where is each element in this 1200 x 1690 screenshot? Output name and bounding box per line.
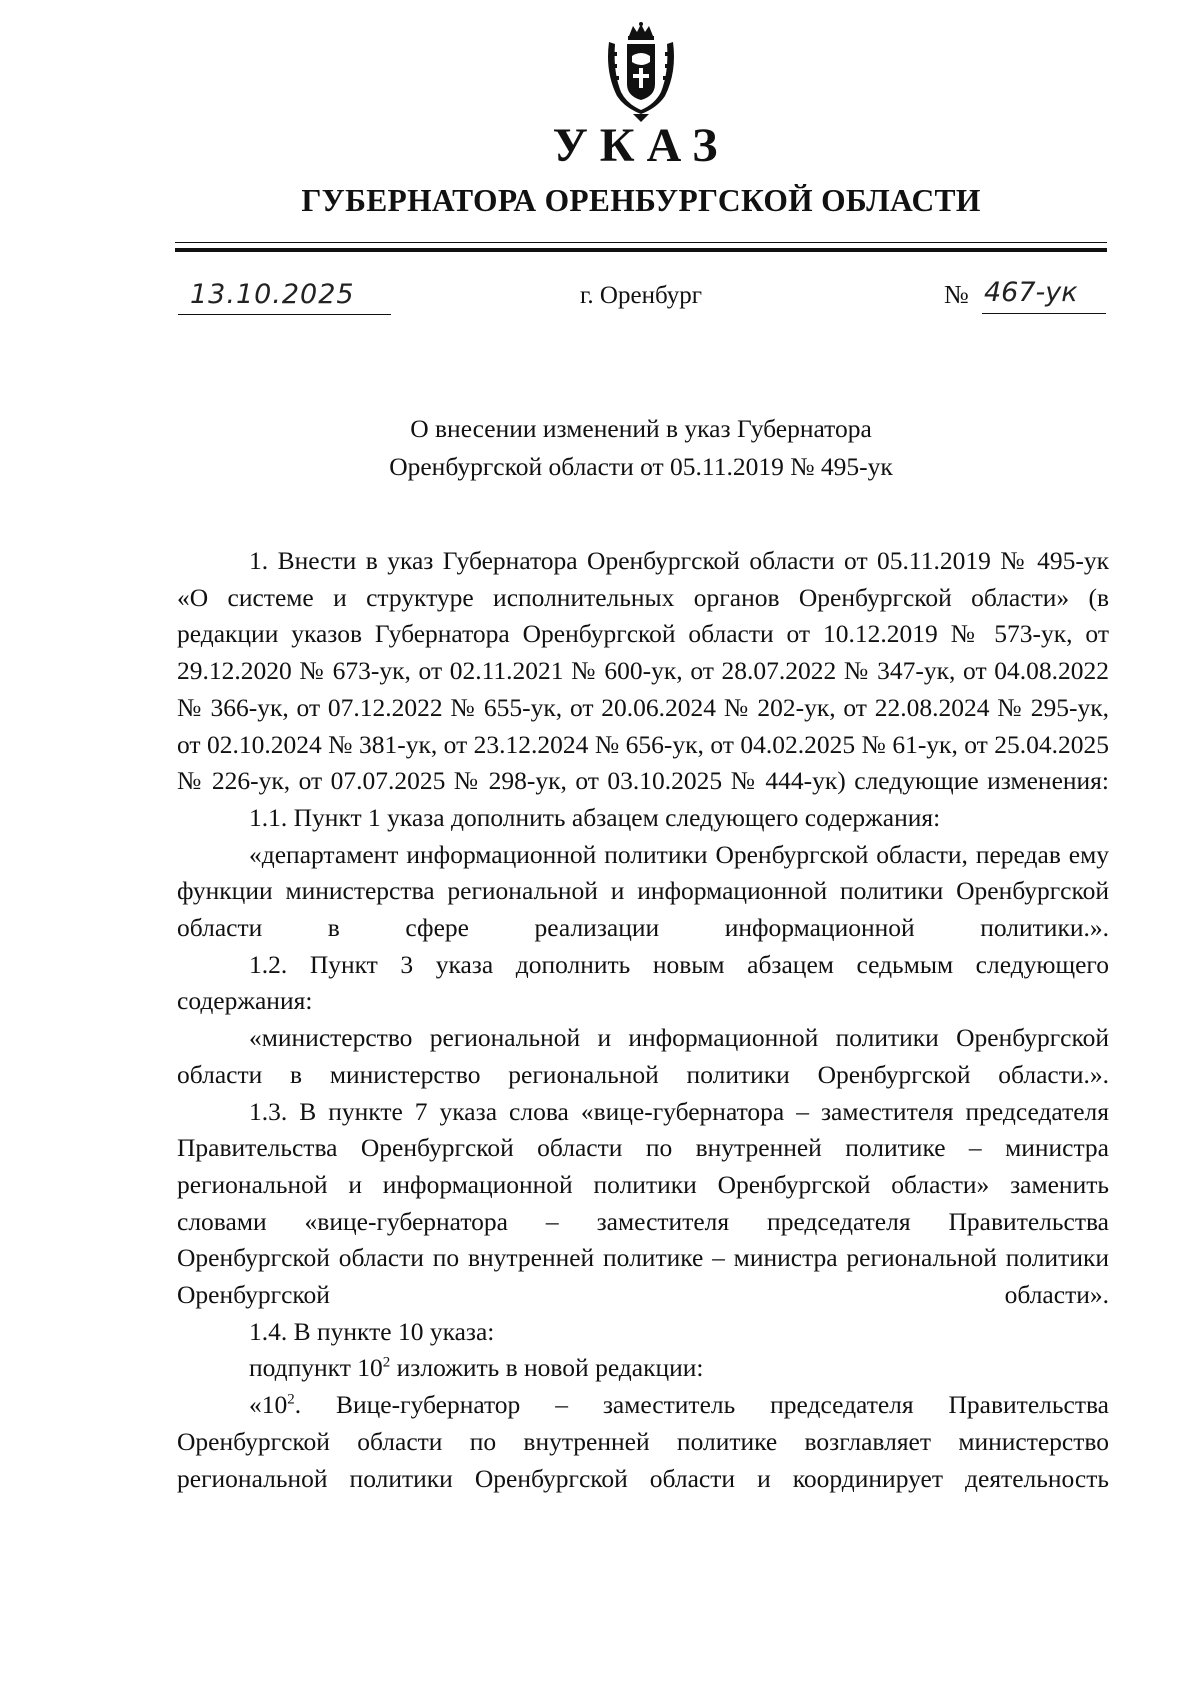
paragraph-10-2-quote [177,1387,1109,1497]
coat-of-arms-emblem [603,22,679,122]
paragraph-1-4-subpoint [177,1350,1109,1387]
paragraph-1-1: 1.1. Пункт 1 указа дополнить абзацем следующего содержания: [249,802,941,832]
quote-text-end: . Вице-губернатор – заместитель председателя Правительства Оренбургской области по внутренней политике возглавляет министерство региональной политики Оренбургской области и координирует деятельность [177,1390,1109,1493]
city: г. Оренбург [580,282,702,309]
quote-superscript: 2 [287,1391,295,1408]
quote-text-start: «10 [249,1390,288,1420]
handwritten-number: 467-ук [984,277,1078,308]
document-title: УКАЗ [552,119,730,172]
heading-line-2: Оренбургской области от 05.11.2019 № 495-ук [389,452,893,481]
decree-body [177,543,1109,1497]
heading-line-1: О внесении изменений в указ Губернатора [410,414,872,443]
number-sign: № [944,280,969,309]
subpoint-text-end: изложить в новой редакции: [390,1353,704,1383]
handwritten-date: 13.10.2025 [190,279,355,310]
decree-heading [175,410,1107,486]
paragraph-1-2-quote: «министерство региональной и информационной политики Оренбургской области в министерство региональной политики Оренбургской области.». [177,1023,1109,1089]
number-underline [982,313,1106,314]
subpoint-text-start: подпункт 10 [249,1353,383,1383]
paragraph-1: 1. Внести в указ Губернатора Оренбургской области от 05.11.2019 № 495-ук «О системе и структуре исполнительных органов Оренбургской области» (в редакции указов Губернатора Оренбургской области от 10.12.2019 № 573-ук, от 29.12.2020 № 673-ук, от 02.11.2021 № 600-ук, от 28.07.2022 № 347-ук, от 04.08.2022 № 366-ук, от 07.12.2022 № 655-ук, от 20.06.2024 № 202-ук, от 22.08.2024 № 295-ук, от 02.10.2024 № 381-ук, от 23.12.2024 № 656-ук, от 04.02.2025 № 61-ук, от 25.04.2025 № 226-ук, от 07.07.2025 № 298-ук, от 03.10.2025 № 444-ук) следующие изменения: [177,546,1109,796]
paragraph-1-4: 1.4. В пункте 10 указа: [249,1316,495,1346]
header-thin-rule [175,242,1107,243]
subpoint-superscript: 2 [382,1354,391,1371]
paragraph-1-3: 1.3. В пункте 7 указа слова «вице-губернатора – заместителя председателя Правительства Оренбургской области по внутренней политике – министра региональной и информационной политики Оренбургской области» заменить словами «вице-губернатора – заместителя председателя Правительства Оренбургской области по внутренней политике – министра региональной политики Оренбургской области». [177,1096,1109,1310]
paragraph-1-1-quote: «департамент информационной политики Оренбургской области, передав ему функции министерства региональной и информационной политики Оренбургской области в сфере реализации информационной политики.». [177,839,1109,943]
paragraph-1-2: 1.2. Пункт 3 указа дополнить новым абзацем седьмым следующего содержания: [177,949,1109,1016]
header-thick-rule [175,248,1107,252]
issuer-title: ГУБЕРНАТОРА ОРЕНБУРГСКОЙ ОБЛАСТИ [301,183,981,218]
